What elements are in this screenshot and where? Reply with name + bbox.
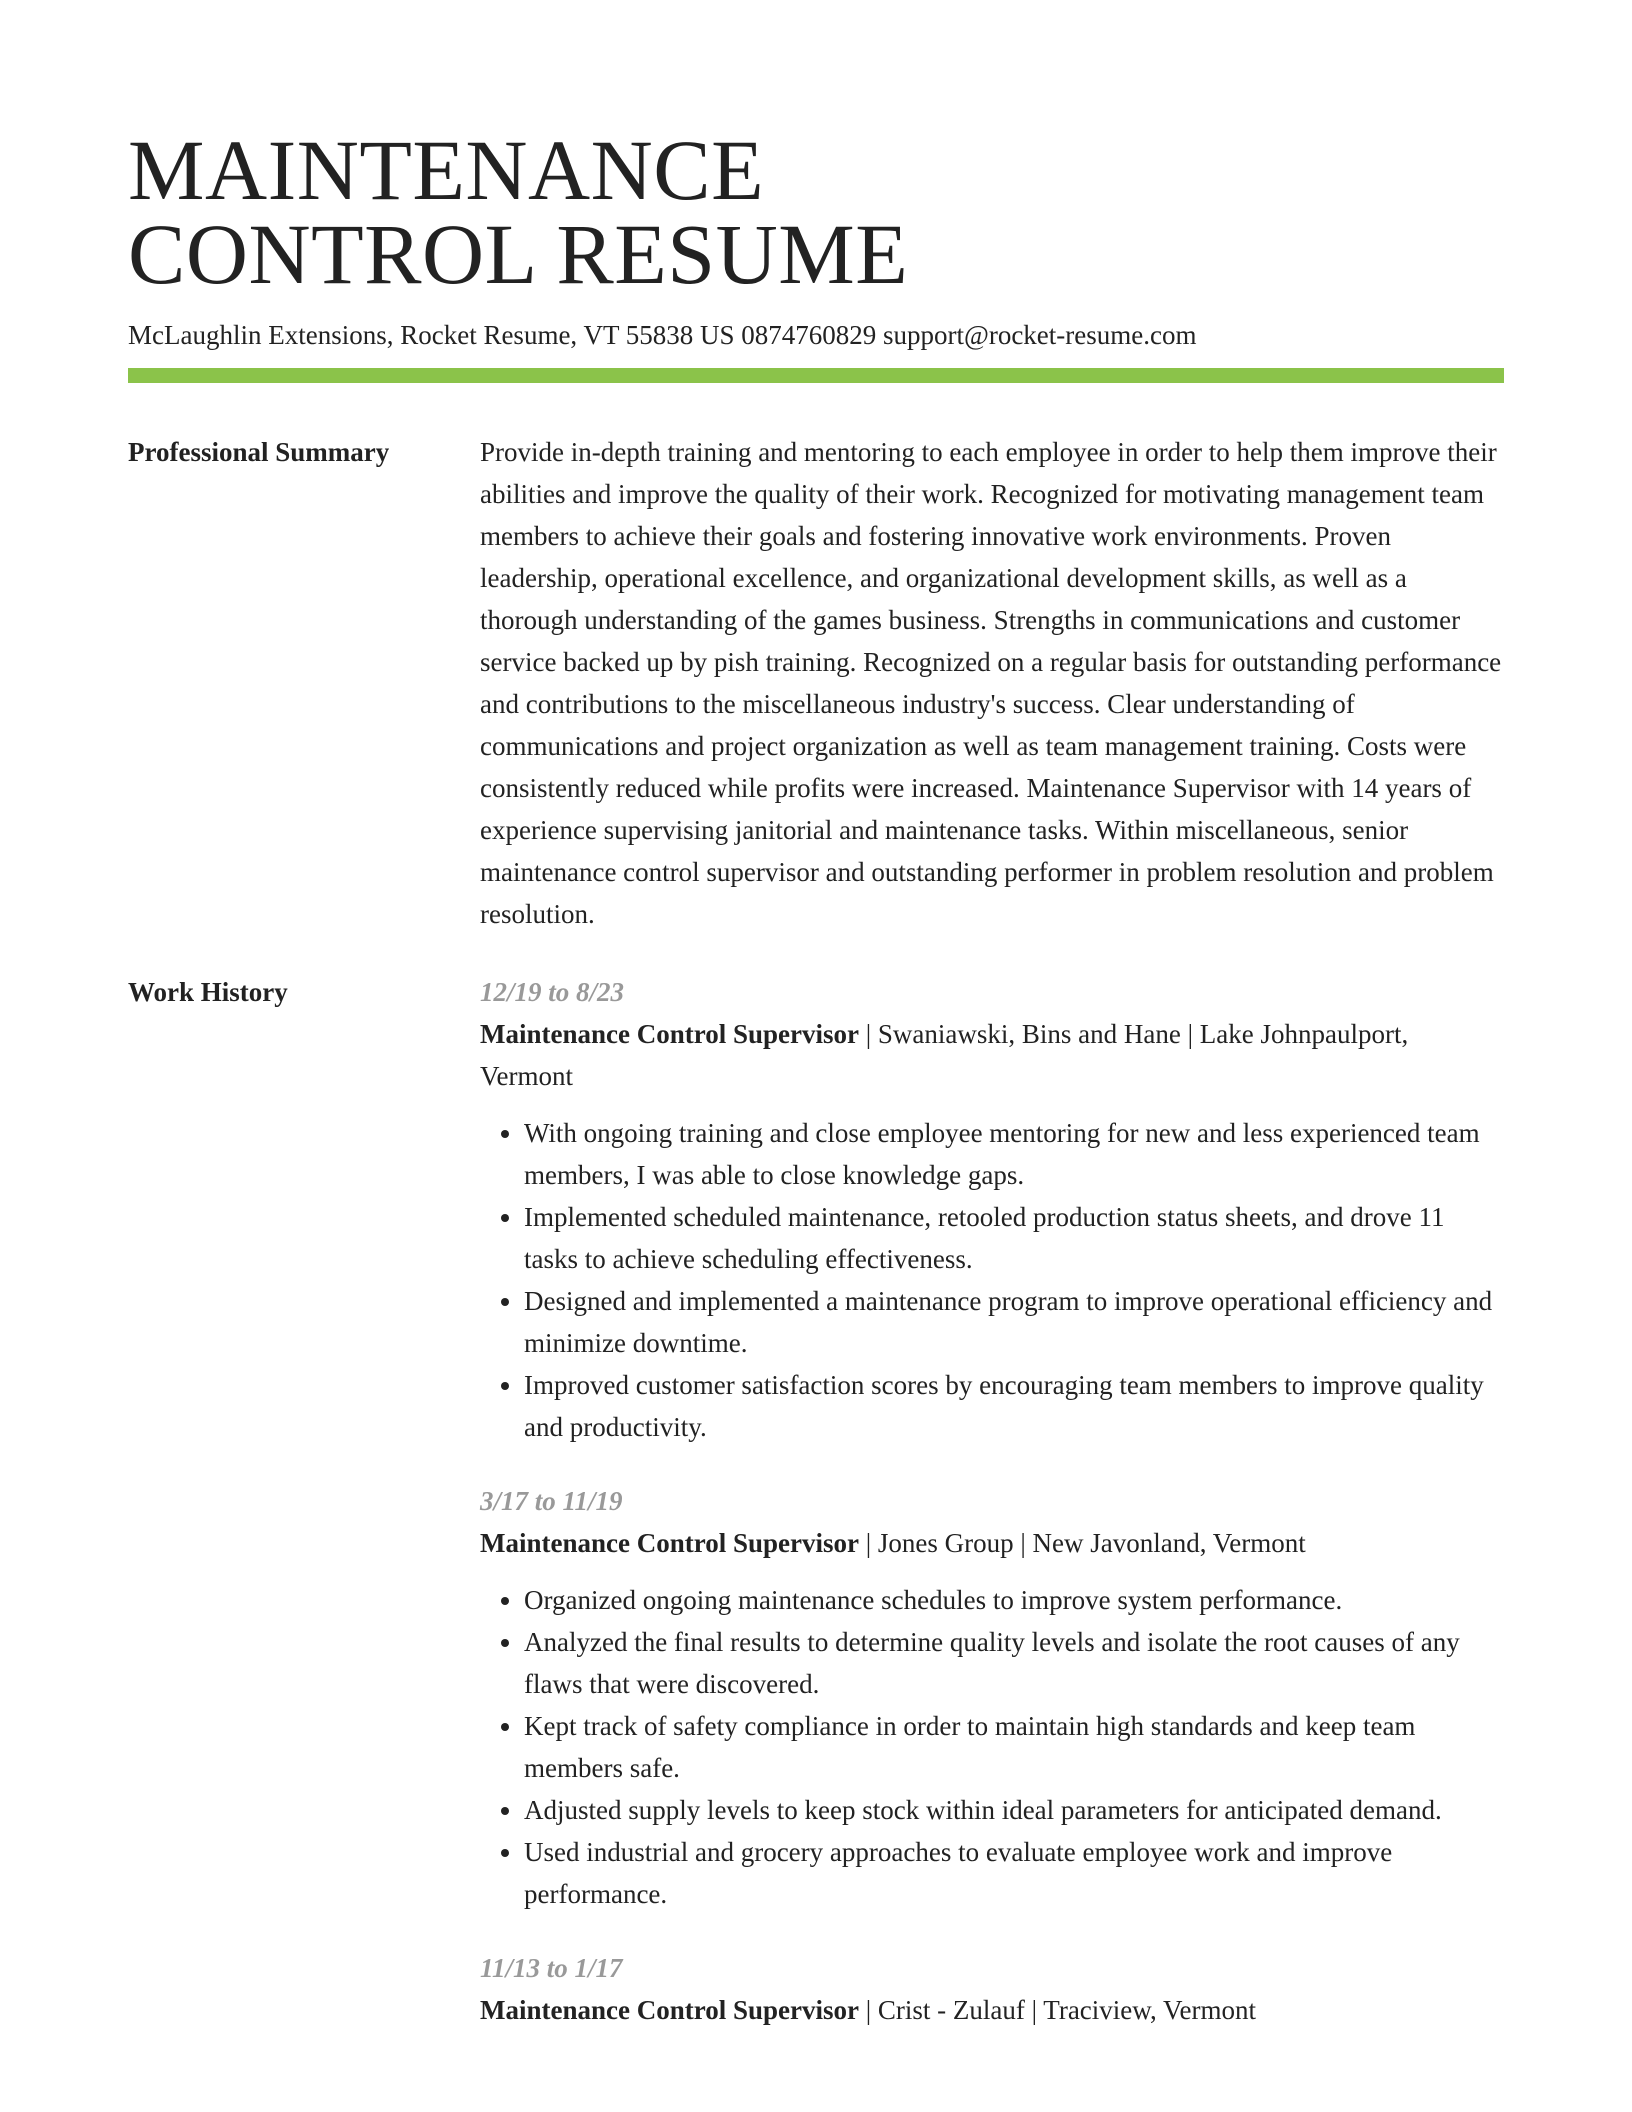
job-dates: 12/19 to 8/23 (480, 977, 625, 1007)
job-bullet: • Adjusted supply levels to keep stock within ideal parameters for anticipated demand. (524, 1789, 1504, 1831)
job-bullet: • Implemented scheduled maintenance, retooled production status sheets, and drove 11 tasks to achieve scheduling effectiveness. (524, 1196, 1504, 1280)
work-history-section (128, 971, 1504, 2031)
work-body (480, 971, 1504, 2031)
job-details: | Crist - Zulauf | Traciview, Vermont (859, 1995, 1257, 2025)
job-bullet: • Organized ongoing maintenance schedules to improve system performance. (524, 1579, 1504, 1621)
job-bullet: • Kept track of safety compliance in order to maintain high standards and keep team members safe. (524, 1705, 1504, 1789)
job-details: | Jones Group | New Javonland, Vermont (859, 1528, 1306, 1558)
header-divider (128, 368, 1504, 383)
resume-title (128, 0, 1504, 302)
job-heading (480, 1013, 1504, 1097)
title-line-1: MAINTENANCE (128, 122, 765, 218)
job-heading (480, 1522, 1504, 1564)
job-title: Maintenance Control Supervisor (480, 1528, 859, 1558)
job-title: Maintenance Control Supervisor (480, 1995, 859, 2025)
section-label-work: Work History (128, 977, 288, 1007)
job-bullet: • Used industrial and grocery approaches to evaluate employee work and improve performance. (524, 1831, 1504, 1915)
contact-line: McLaughlin Extensions, Rocket Resume, VT 55838 US 0874760829 support@rocket-resume.com (128, 320, 1197, 350)
job-dates: 11/13 to 1/17 (480, 1953, 623, 1983)
job-details: | Swaniawski, Bins and Hane | Lake Johnpaulport, Vermont (480, 1019, 1409, 1091)
job-bullet-list (480, 1112, 1504, 1448)
job-bullet: • Analyzed the final results to determine quality levels and isolate the root causes of any flaws that were discovered. (524, 1621, 1504, 1705)
job-title: Maintenance Control Supervisor (480, 1019, 859, 1049)
summary-body (480, 431, 1504, 935)
summary-text: Provide in-depth training and mentoring to each employee in order to help them improve their abilities and improve the quality of their work. Recognized for motivating management team members to achieve their goals and fostering innovative work environments. Proven leadership, operational excellence, and organizational development skills, as well as a thorough understanding of the games business. Strengths in communications and customer service backed up by pish training. Recognized on a regular basis for outstanding performance and contributions to the miscellaneous industry's success. Clear understanding of communications and project organization as well as team management training. Costs were consistently reduced while profits were increased. Maintenance Supervisor with 14 years of experience supervising janitorial and maintenance tasks. Within miscellaneous, senior maintenance control supervisor and outstanding performer in problem resolution and problem resolution. (480, 437, 1502, 929)
job-entry (480, 1480, 1504, 1915)
job-bullet-list (480, 1579, 1504, 1915)
job-bullet: • Improved customer satisfaction scores by encouraging team members to improve quality and productivity. (524, 1364, 1504, 1448)
job-bullet: • With ongoing training and close employee mentoring for new and less experienced team members, I was able to close knowledge gaps. (524, 1112, 1504, 1196)
job-bullet: • Designed and implemented a maintenance program to improve operational efficiency and minimize downtime. (524, 1280, 1504, 1364)
title-line-2: CONTROL RESUME (128, 206, 909, 302)
job-entry (480, 1947, 1504, 2031)
job-dates: 3/17 to 11/19 (480, 1486, 623, 1516)
job-entry (480, 971, 1504, 1448)
job-heading (480, 1989, 1504, 2031)
section-label-summary: Professional Summary (128, 437, 390, 467)
professional-summary-section (128, 431, 1504, 935)
resume-page (128, 0, 1504, 2063)
